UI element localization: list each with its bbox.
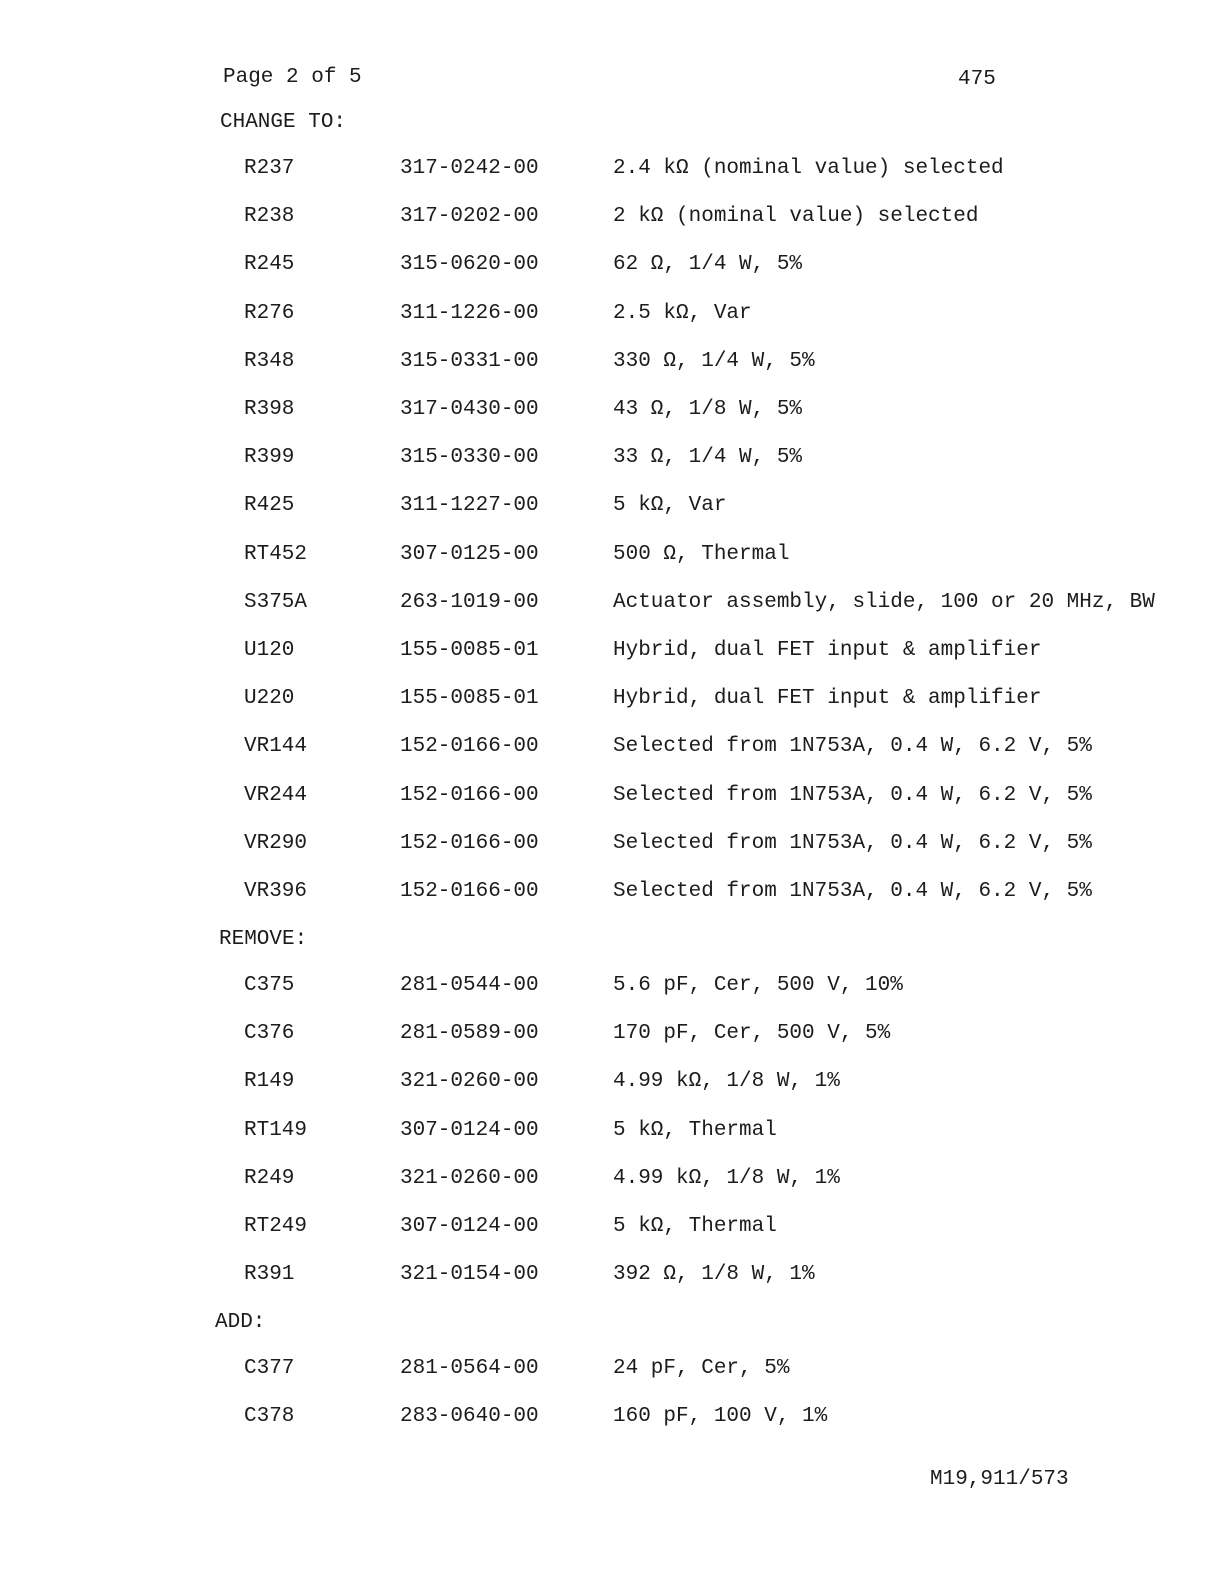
- part-number: 311-1227-00: [400, 494, 539, 517]
- part-number: 152-0166-00: [400, 735, 539, 758]
- part-number: 317-0430-00: [400, 398, 539, 421]
- part-description: 2 kΩ (nominal value) selected: [613, 205, 979, 228]
- table-row: [0, 592, 1231, 616]
- part-number: 152-0166-00: [400, 880, 539, 903]
- circuit-number: R348: [244, 350, 295, 373]
- part-description: 170 pF, Cer, 500 V, 5%: [613, 1022, 891, 1045]
- table-row: [0, 254, 1231, 278]
- part-number: 317-0202-00: [400, 205, 539, 228]
- table-row: [0, 1358, 1231, 1382]
- table-row: [0, 495, 1231, 519]
- circuit-number: U120: [244, 639, 295, 662]
- part-number: 317-0242-00: [400, 157, 539, 180]
- part-number: 281-0544-00: [400, 974, 539, 997]
- part-description: 62 Ω, 1/4 W, 5%: [613, 253, 803, 276]
- table-row: [0, 881, 1231, 905]
- table-row: [0, 447, 1231, 471]
- part-number: 281-0564-00: [400, 1357, 539, 1380]
- part-number: 152-0166-00: [400, 784, 539, 807]
- table-row: [0, 736, 1231, 760]
- circuit-number: VR244: [244, 784, 308, 807]
- part-description: 24 pF, Cer, 5%: [613, 1357, 790, 1380]
- part-description: 2.5 kΩ, Var: [613, 302, 752, 325]
- circuit-number: RT249: [244, 1215, 308, 1238]
- circuit-number: RT149: [244, 1119, 308, 1142]
- part-description: 5 kΩ, Var: [613, 494, 727, 517]
- part-number: 321-0260-00: [400, 1070, 539, 1093]
- table-row: [0, 975, 1231, 999]
- part-description: Selected from 1N753A, 0.4 W, 6.2 V, 5%: [613, 735, 1092, 758]
- part-description: Selected from 1N753A, 0.4 W, 6.2 V, 5%: [613, 880, 1092, 903]
- table-row: [0, 399, 1231, 423]
- circuit-number: RT452: [244, 543, 308, 566]
- part-number: 315-0620-00: [400, 253, 539, 276]
- part-description: 5 kΩ, Thermal: [613, 1119, 777, 1142]
- table-row: [0, 640, 1231, 664]
- circuit-number: R238: [244, 205, 295, 228]
- circuit-number: R398: [244, 398, 295, 421]
- table-row: [0, 1168, 1231, 1192]
- part-number: 281-0589-00: [400, 1022, 539, 1045]
- part-number: 315-0331-00: [400, 350, 539, 373]
- part-description: Actuator assembly, slide, 100 or 20 MHz, BW: [613, 591, 1155, 614]
- part-description: Selected from 1N753A, 0.4 W, 6.2 V, 5%: [613, 832, 1092, 855]
- table-row: [0, 1071, 1231, 1095]
- circuit-number: VR144: [244, 735, 308, 758]
- circuit-number: R237: [244, 157, 295, 180]
- part-description: 5.6 pF, Cer, 500 V, 10%: [613, 974, 903, 997]
- table-row: [0, 1120, 1231, 1144]
- part-number: 283-0640-00: [400, 1405, 539, 1428]
- table-row: [0, 158, 1231, 182]
- section-title: CHANGE TO:: [220, 111, 347, 134]
- table-row: [0, 1023, 1231, 1047]
- document-reference: M19,911/573: [930, 1468, 1069, 1491]
- circuit-number: R399: [244, 446, 295, 469]
- circuit-number: R391: [244, 1263, 295, 1286]
- circuit-number: R249: [244, 1167, 295, 1190]
- section-title: ADD:: [215, 1311, 266, 1334]
- part-description: 43 Ω, 1/8 W, 5%: [613, 398, 803, 421]
- part-description: 500 Ω, Thermal: [613, 543, 790, 566]
- part-description: 2.4 kΩ (nominal value) selected: [613, 157, 1004, 180]
- part-description: Hybrid, dual FET input & amplifier: [613, 639, 1042, 662]
- part-number: 315-0330-00: [400, 446, 539, 469]
- part-description: 5 kΩ, Thermal: [613, 1215, 777, 1238]
- page-number: 475: [958, 68, 996, 91]
- part-number: 263-1019-00: [400, 591, 539, 614]
- table-row: [0, 303, 1231, 327]
- circuit-number: C378: [244, 1405, 295, 1428]
- part-number: 155-0085-01: [400, 639, 539, 662]
- part-number: 155-0085-01: [400, 687, 539, 710]
- table-row: [0, 206, 1231, 230]
- part-number: 321-0154-00: [400, 1263, 539, 1286]
- part-description: 4.99 kΩ, 1/8 W, 1%: [613, 1070, 840, 1093]
- part-number: 152-0166-00: [400, 832, 539, 855]
- part-description: 33 Ω, 1/4 W, 5%: [613, 446, 803, 469]
- part-description: 160 pF, 100 V, 1%: [613, 1405, 828, 1428]
- table-row: [0, 833, 1231, 857]
- part-number: 321-0260-00: [400, 1167, 539, 1190]
- circuit-number: U220: [244, 687, 295, 710]
- circuit-number: C375: [244, 974, 295, 997]
- circuit-number: R245: [244, 253, 295, 276]
- part-description: Hybrid, dual FET input & amplifier: [613, 687, 1042, 710]
- table-row: [0, 1264, 1231, 1288]
- part-description: 330 Ω, 1/4 W, 5%: [613, 350, 815, 373]
- part-number: 307-0125-00: [400, 543, 539, 566]
- table-row: [0, 785, 1231, 809]
- table-row: [0, 688, 1231, 712]
- table-row: [0, 1216, 1231, 1240]
- part-description: 392 Ω, 1/8 W, 1%: [613, 1263, 815, 1286]
- part-description: 4.99 kΩ, 1/8 W, 1%: [613, 1167, 840, 1190]
- part-number: 307-0124-00: [400, 1119, 539, 1142]
- circuit-number: VR290: [244, 832, 308, 855]
- section-title: REMOVE:: [219, 928, 308, 951]
- part-number: 311-1226-00: [400, 302, 539, 325]
- part-number: 307-0124-00: [400, 1215, 539, 1238]
- page-label: Page 2 of 5: [223, 66, 362, 89]
- circuit-number: C377: [244, 1357, 295, 1380]
- circuit-number: VR396: [244, 880, 308, 903]
- circuit-number: C376: [244, 1022, 295, 1045]
- table-row: [0, 1406, 1231, 1430]
- circuit-number: S375A: [244, 591, 308, 614]
- table-row: [0, 351, 1231, 375]
- circuit-number: R149: [244, 1070, 295, 1093]
- table-row: [0, 544, 1231, 568]
- part-description: Selected from 1N753A, 0.4 W, 6.2 V, 5%: [613, 784, 1092, 807]
- circuit-number: R276: [244, 302, 295, 325]
- circuit-number: R425: [244, 494, 295, 517]
